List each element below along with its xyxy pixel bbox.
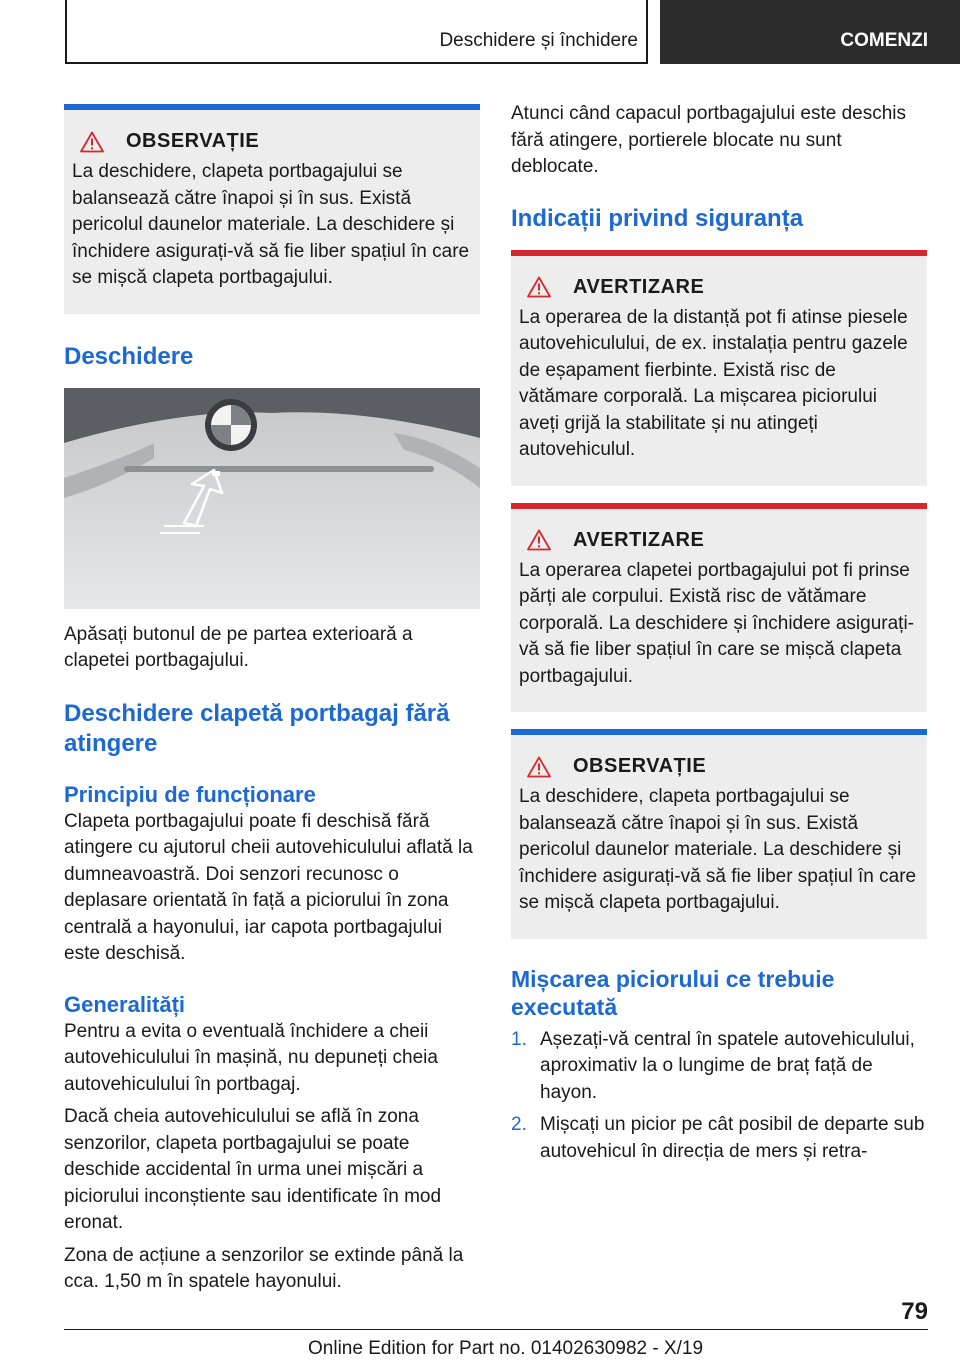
header-section-title: Deschidere și închidere [439, 30, 638, 51]
list-item [511, 1112, 927, 1165]
warning-box-1 [511, 250, 927, 486]
tailgate-illustration [64, 388, 480, 609]
notice-title: OBSERVAȚIE [573, 755, 707, 777]
left-column [64, 104, 480, 1296]
footer-edition: Online Edition for Part no. 01402630982 - X/19 [308, 1338, 704, 1359]
paragraph-principle: Clapeta portbagajului poate fi deschisă fără atingere cu ajutorul cheii autovehiculului aflată la dumneavoastră. Doi senzori recunosc o deplasare orientată în față a piciorului în zona centrală a hayonului, iar capota portbagajului este deschisă. [64, 810, 473, 964]
warning-text: La operarea de la distanță pot fi atinse piesele autovehiculului, de ex. instalația pentru gazele de eșapament fierbinte. Există risc de vătămare corporală. La mișcarea piciorului aveți grijă la stabilitate și nu atingeți autovehiculul. [519, 306, 908, 460]
step-number: 2. [511, 1114, 527, 1135]
paragraph-general-1: Pentru a evita o eventuală închidere a cheii autovehiculului în mașină, nu depuneți cheia autovehiculului în portbagaj. [64, 1020, 438, 1095]
list-item [511, 1027, 927, 1107]
heading-open: Deschidere [64, 342, 194, 370]
step-text: Așezați-vă central în spatele autovehiculului, aproximativ la o lungime de braț față de hayon. [540, 1028, 915, 1103]
warning-title: AVERTIZARE [573, 275, 705, 298]
heading-safety: Indicații privind siguranța [511, 204, 804, 232]
notice-title: OBSERVAȚIE [126, 130, 260, 152]
steps-list [511, 1027, 927, 1166]
figure-caption: Apăsați butonul de pe partea exterioară a clapetei portbagajului. [64, 623, 413, 671]
footer-divider [64, 1329, 928, 1330]
step-number: 1. [511, 1028, 527, 1050]
notice-text: La deschidere, clapeta portbagajului se balansează către înapoi și în sus. Există pericolul daunelor materiale. La deschidere și închidere asigurați-vă să fie liber spațiul în care se mișcă clapeta portbagajului. [72, 161, 470, 288]
notice-text: La deschidere, clapeta portbagajului se balansează către înapoi și în sus. Există pericolul daunelor materiale. La deschidere și închidere asigurați-vă să fie liber spațiul în care se mișcă clapeta portbagajului. [519, 786, 917, 913]
warning-triangle-icon [527, 756, 551, 778]
heading-touchless: Deschidere clapetă portbagaj fără atingere [64, 699, 450, 757]
warning-triangle-icon [527, 276, 551, 298]
heading-general: Generalități [64, 991, 186, 1017]
paragraph-intro: Atunci când capacul portbagajului este deschis fără atingere, portierele blocate nu sunt deblocate. [511, 103, 907, 177]
warning-triangle-icon [80, 131, 104, 153]
chapter-tab[interactable] [660, 0, 960, 64]
warning-title: AVERTIZARE [573, 528, 705, 551]
step-text: Mișcați un picior pe cât posibil de departe sub autovehicul în direcția de mers și retra- [540, 1114, 925, 1162]
page-number: 79 [901, 1298, 928, 1325]
heading-movement: Mișcarea piciorului ce trebuie executată [511, 965, 835, 1020]
paragraph-general-2: Dacă cheia autovehiculului se află în zona senzorilor, clapeta portbagajului se poate deschide accidental în urma unei mișcări a piciorului inconștiente sau identificate în mod eronat. [64, 1106, 442, 1233]
warning-triangle-icon [527, 529, 551, 551]
tailgate-figure [64, 388, 480, 609]
notice-box [64, 104, 480, 314]
paragraph-general-3: Zona de acțiune a senzorilor se extinde până la cca. 1,50 m în spatele hayonului. [64, 1244, 464, 1292]
notice-box [511, 729, 927, 939]
heading-principle: Principiu de funcționare [64, 781, 316, 807]
warning-text: La operarea clapetei portbagajului pot fi prinse părți ale corpului. Există risc de vătămare corporală. La deschidere și închidere asigurați-vă să fie liber spațiul în care se mișcă clapeta portbagajului. [519, 559, 914, 687]
chapter-label: COMENZI [840, 30, 928, 51]
right-column [511, 101, 927, 1165]
warning-box-2 [511, 503, 927, 713]
